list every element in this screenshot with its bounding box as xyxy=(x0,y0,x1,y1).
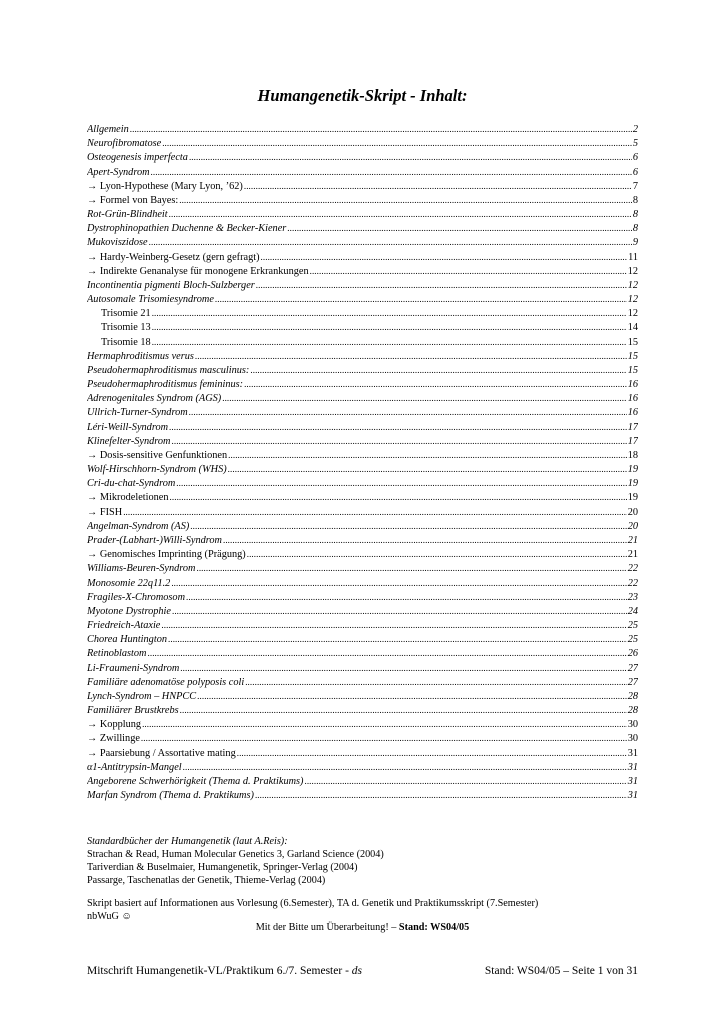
page-footer xyxy=(87,965,638,977)
table-of-contents xyxy=(87,122,638,802)
toc-leader-dots xyxy=(189,150,632,164)
toc-entry xyxy=(87,363,638,377)
toc-entry xyxy=(87,306,638,320)
toc-entry-label: Prader-(Labhart-)Willi-Syndrom xyxy=(87,534,222,546)
footer-course: Mitschrift Humangenetik-VL/Praktikum 6./7. Semester - xyxy=(87,965,352,977)
toc-entry xyxy=(87,675,638,689)
toc-leader-dots xyxy=(228,448,627,462)
toc-entry-label: → Dosis-sensitive Genfunktionen xyxy=(87,449,228,461)
toc-leader-dots xyxy=(172,434,627,448)
toc-leader-dots xyxy=(152,320,627,334)
toc-entry-label: Angeborene Schwerhörigkeit (Thema d. Praktikums) xyxy=(87,775,304,787)
toc-leader-dots xyxy=(148,646,627,660)
toc-leader-dots xyxy=(190,519,626,533)
toc-leader-dots xyxy=(256,278,627,292)
toc-leader-dots xyxy=(287,221,632,235)
toc-entry-label: → Lyon-Hypothese (Mary Lyon, ’62) xyxy=(87,180,243,192)
toc-leader-dots xyxy=(228,462,627,476)
toc-entry xyxy=(87,221,638,235)
toc-entry-page: 16 xyxy=(627,393,638,405)
toc-entry xyxy=(87,604,638,618)
toc-entry-label: Autosomale Trisomiesyndrome xyxy=(87,294,214,306)
toc-entry xyxy=(87,207,638,221)
toc-entry xyxy=(87,448,638,462)
toc-entry-page: 15 xyxy=(627,364,638,376)
toc-entry-page: 16 xyxy=(627,407,638,419)
toc-entry xyxy=(87,165,638,179)
toc-entry-label: Chorea Huntington xyxy=(87,634,167,646)
toc-entry-label: → Zwillinge xyxy=(87,733,140,745)
toc-entry xyxy=(87,760,638,774)
toc-entry-page: 23 xyxy=(627,591,638,603)
toc-leader-dots xyxy=(245,675,627,689)
source-note xyxy=(87,897,647,923)
toc-entry-label: Williams-Beuren-Syndrom xyxy=(87,563,196,575)
toc-entry-label: Familiärer Brustkrebs xyxy=(87,705,179,717)
toc-entry-page: 31 xyxy=(627,747,638,759)
toc-entry-page: 26 xyxy=(627,648,638,660)
footer-page-info: Stand: WS04/05 – Seite 1 von 31 xyxy=(484,965,638,977)
toc-entry-page: 30 xyxy=(627,733,638,745)
toc-entry xyxy=(87,179,638,193)
toc-entry-page: 20 xyxy=(627,506,638,518)
toc-leader-dots xyxy=(222,391,626,405)
toc-entry xyxy=(87,349,638,363)
toc-entry-label: Angelman-Syndrom (AS) xyxy=(87,520,190,532)
toc-leader-dots xyxy=(142,717,627,731)
toc-entry-page: 11 xyxy=(628,251,638,263)
toc-leader-dots xyxy=(152,306,627,320)
reference-books xyxy=(87,835,647,887)
revision-request-text: Mit der Bitte um Überarbeitung! – xyxy=(255,922,399,933)
toc-entry xyxy=(87,335,638,349)
toc-entry xyxy=(87,519,638,533)
toc-entry-label: → Indirekte Genanalyse für monogene Erkrankungen xyxy=(87,265,309,277)
toc-entry xyxy=(87,774,638,788)
document-title: Humangenetik-Skript - Inhalt: xyxy=(257,86,468,105)
toc-entry xyxy=(87,505,638,519)
toc-entry-page: 16 xyxy=(627,379,638,391)
toc-entry-label: Hermaphroditismus verus xyxy=(87,350,194,362)
toc-entry xyxy=(87,292,638,306)
toc-leader-dots xyxy=(196,561,626,575)
toc-entry xyxy=(87,646,638,660)
toc-entry-page: 21 xyxy=(627,534,638,546)
toc-entry xyxy=(87,235,638,249)
toc-entry xyxy=(87,490,638,504)
toc-entry-page: 27 xyxy=(627,676,638,688)
toc-entry-label: Mukoviszidose xyxy=(87,237,148,249)
toc-entry-page: 19 xyxy=(627,464,638,476)
toc-leader-dots xyxy=(215,292,627,306)
toc-leader-dots xyxy=(169,420,627,434)
toc-entry-label: → Formel von Bayes: xyxy=(87,194,179,206)
toc-leader-dots xyxy=(172,604,627,618)
toc-entry-label: → FISH xyxy=(87,506,123,518)
toc-entry xyxy=(87,476,638,490)
toc-entry xyxy=(87,320,638,334)
toc-leader-dots xyxy=(123,505,627,519)
toc-entry-label: α1-Antitrypsin-Mangel xyxy=(87,761,182,773)
reference-item: Strachan & Read, Human Molecular Genetics 3, Garland Science (2004) xyxy=(87,849,384,860)
toc-entry-label: Retinoblastom xyxy=(87,648,147,660)
toc-entry-label: Wolf-Hirschhorn-Syndrom (WHS) xyxy=(87,464,227,476)
toc-entry-page: 12 xyxy=(627,294,638,306)
toc-entry xyxy=(87,391,638,405)
toc-entry xyxy=(87,703,638,717)
toc-entry-page: 6 xyxy=(632,152,638,164)
toc-entry-page: 31 xyxy=(627,761,638,773)
toc-entry-page: 18 xyxy=(627,449,638,461)
toc-entry-label: Neurofibromatose xyxy=(87,138,162,150)
toc-leader-dots xyxy=(189,405,627,419)
toc-entry-page: 12 xyxy=(627,279,638,291)
toc-entry-page: 30 xyxy=(627,719,638,731)
toc-entry xyxy=(87,618,638,632)
toc-leader-dots xyxy=(176,476,626,490)
toc-leader-dots xyxy=(141,731,627,745)
toc-entry-page: 31 xyxy=(627,775,638,787)
toc-entry-page: 9 xyxy=(632,237,638,249)
toc-leader-dots xyxy=(151,165,632,179)
reference-heading: Standardbücher der Humangenetik (laut A.Reis): xyxy=(87,836,288,847)
toc-entry-label: → Kopplung xyxy=(87,719,142,731)
toc-entry xyxy=(87,590,638,604)
toc-entry-page: 15 xyxy=(627,336,638,348)
toc-leader-dots xyxy=(244,179,632,193)
toc-entry-label: → Genomisches Imprinting (Prägung) xyxy=(87,549,246,561)
toc-leader-dots xyxy=(180,703,627,717)
toc-entry-page: 7 xyxy=(632,180,638,192)
toc-entry xyxy=(87,547,638,561)
toc-entry xyxy=(87,632,638,646)
toc-entry-label: Monosomie 22q11.2 xyxy=(87,577,171,589)
toc-entry-label: Klinefelter-Syndrom xyxy=(87,435,171,447)
toc-leader-dots xyxy=(169,207,632,221)
toc-entry xyxy=(87,150,638,164)
toc-entry xyxy=(87,250,638,264)
toc-leader-dots xyxy=(170,490,627,504)
toc-entry xyxy=(87,533,638,547)
signature-line: nbWuG ☺ xyxy=(87,911,132,922)
toc-entry-page: 19 xyxy=(627,478,638,490)
toc-entry-page: 22 xyxy=(627,577,638,589)
toc-entry-label: Rot-Grün-Blindheit xyxy=(87,209,168,221)
toc-entry-label: Fragiles-X-Chromosom xyxy=(87,591,186,603)
toc-entry-page: 24 xyxy=(627,605,638,617)
toc-entry-label: Adrenogenitales Syndrom (AGS) xyxy=(87,393,222,405)
toc-leader-dots xyxy=(255,788,627,802)
toc-entry-label: Marfan Syndrom (Thema d. Praktikums) xyxy=(87,790,254,802)
toc-entry xyxy=(87,434,638,448)
toc-entry-label: Li-Fraumeni-Syndrom xyxy=(87,662,180,674)
toc-leader-dots xyxy=(250,363,626,377)
toc-entry xyxy=(87,746,638,760)
toc-leader-dots xyxy=(183,760,627,774)
toc-entry-label: Ullrich-Turner-Syndrom xyxy=(87,407,188,419)
toc-leader-dots xyxy=(247,547,627,561)
toc-leader-dots xyxy=(162,136,632,150)
toc-entry-page: 14 xyxy=(627,322,638,334)
toc-entry xyxy=(87,576,638,590)
toc-entry-page: 12 xyxy=(627,308,638,320)
revision-request xyxy=(0,922,725,933)
toc-entry-label: Allgemein xyxy=(87,124,129,135)
toc-entry-page: 15 xyxy=(627,350,638,362)
toc-entry-page: 25 xyxy=(627,634,638,646)
revision-status: Stand: WS04/05 xyxy=(398,922,470,933)
toc-leader-dots xyxy=(180,661,626,675)
toc-entry xyxy=(87,788,638,802)
toc-entry-label: Familiäre adenomatöse polyposis coli xyxy=(87,676,245,688)
toc-entry-label: Apert-Syndrom xyxy=(87,166,150,178)
toc-entry xyxy=(87,405,638,419)
toc-leader-dots xyxy=(304,774,626,788)
toc-leader-dots xyxy=(197,689,627,703)
toc-entry-page: 19 xyxy=(627,492,638,504)
toc-entry-label: Léri-Weill-Syndrom xyxy=(87,421,169,433)
reference-item: Passarge, Taschenatlas der Genetik, Thieme-Verlag (2004) xyxy=(87,875,326,886)
toc-entry-label: Dystrophinopathien Duchenne & Becker-Kiener xyxy=(87,223,287,235)
toc-leader-dots xyxy=(149,235,632,249)
toc-leader-dots xyxy=(168,632,627,646)
toc-entry xyxy=(87,661,638,675)
reference-item: Tariverdian & Buselmaier, Humangenetik, Springer-Verlag (2004) xyxy=(87,862,358,873)
toc-entry-label: → Hardy-Weinberg-Gesetz (gern gefragt) xyxy=(87,251,260,263)
toc-leader-dots xyxy=(237,746,627,760)
toc-entry xyxy=(87,122,638,136)
toc-leader-dots xyxy=(195,349,627,363)
toc-entry-label: Osteogenesis imperfecta xyxy=(87,152,188,164)
footer-left xyxy=(87,965,362,977)
toc-entry xyxy=(87,717,638,731)
toc-entry-label: Friedreich-Ataxie xyxy=(87,620,161,632)
toc-entry-label: Trisomie 13 xyxy=(101,322,151,334)
toc-leader-dots xyxy=(244,377,627,391)
toc-entry xyxy=(87,689,638,703)
toc-leader-dots xyxy=(161,618,626,632)
toc-leader-dots xyxy=(130,122,632,136)
toc-entry-page: 31 xyxy=(627,790,638,802)
toc-entry-page: 8 xyxy=(632,209,638,221)
footer-author: ds xyxy=(351,965,363,977)
toc-entry-page: 21 xyxy=(627,549,638,561)
toc-entry xyxy=(87,462,638,476)
toc-entry xyxy=(87,561,638,575)
toc-leader-dots xyxy=(171,576,626,590)
toc-entry-page: 17 xyxy=(627,435,638,447)
toc-entry-page: 27 xyxy=(627,662,638,674)
toc-leader-dots xyxy=(179,193,632,207)
toc-entry-label: Lynch-Syndrom – HNPCC xyxy=(87,690,197,702)
toc-entry xyxy=(87,264,638,278)
toc-entry-page: 25 xyxy=(627,620,638,632)
toc-entry xyxy=(87,193,638,207)
toc-entry-page: 8 xyxy=(632,223,638,235)
toc-entry-label: Trisomie 18 xyxy=(101,336,151,348)
toc-entry xyxy=(87,377,638,391)
toc-entry-label: Myotone Dystrophie xyxy=(87,605,171,617)
toc-entry-label: Trisomie 21 xyxy=(101,308,151,320)
toc-entry-label: Cri-du-chat-Syndrom xyxy=(87,478,176,490)
toc-entry-page: 28 xyxy=(627,705,638,717)
toc-entry-page: 22 xyxy=(627,563,638,575)
toc-entry-page: 6 xyxy=(632,166,638,178)
toc-leader-dots xyxy=(152,335,627,349)
toc-entry-page: 17 xyxy=(627,421,638,433)
toc-entry-page: 5 xyxy=(632,138,638,150)
toc-entry-page: 28 xyxy=(627,690,638,702)
toc-entry-page: 20 xyxy=(627,520,638,532)
toc-entry-label: → Paarsiebung / Assortative mating xyxy=(87,747,236,759)
source-note-line: Skript basiert auf Informationen aus Vorlesung (6.Semester), TA d. Genetik und Praktikumsskript (7.Semester) xyxy=(87,898,539,909)
toc-entry xyxy=(87,278,638,292)
toc-entry-label: → Mikrodeletionen xyxy=(87,492,169,504)
toc-entry-page: 8 xyxy=(632,194,638,206)
toc-entry-label: Incontinentia pigmenti Bloch-Sulzberger xyxy=(87,279,255,291)
toc-leader-dots xyxy=(261,250,628,264)
toc-leader-dots xyxy=(186,590,627,604)
toc-entry-page: 2 xyxy=(632,124,638,135)
toc-leader-dots xyxy=(223,533,627,547)
toc-entry xyxy=(87,420,638,434)
toc-entry xyxy=(87,136,638,150)
toc-entry-label: Pseudohermaphroditismus masculinus: xyxy=(87,364,250,376)
toc-entry-label: Pseudohermaphroditismus femininus: xyxy=(87,379,244,391)
toc-entry-page: 12 xyxy=(627,265,638,277)
toc-leader-dots xyxy=(310,264,627,278)
toc-entry xyxy=(87,731,638,745)
